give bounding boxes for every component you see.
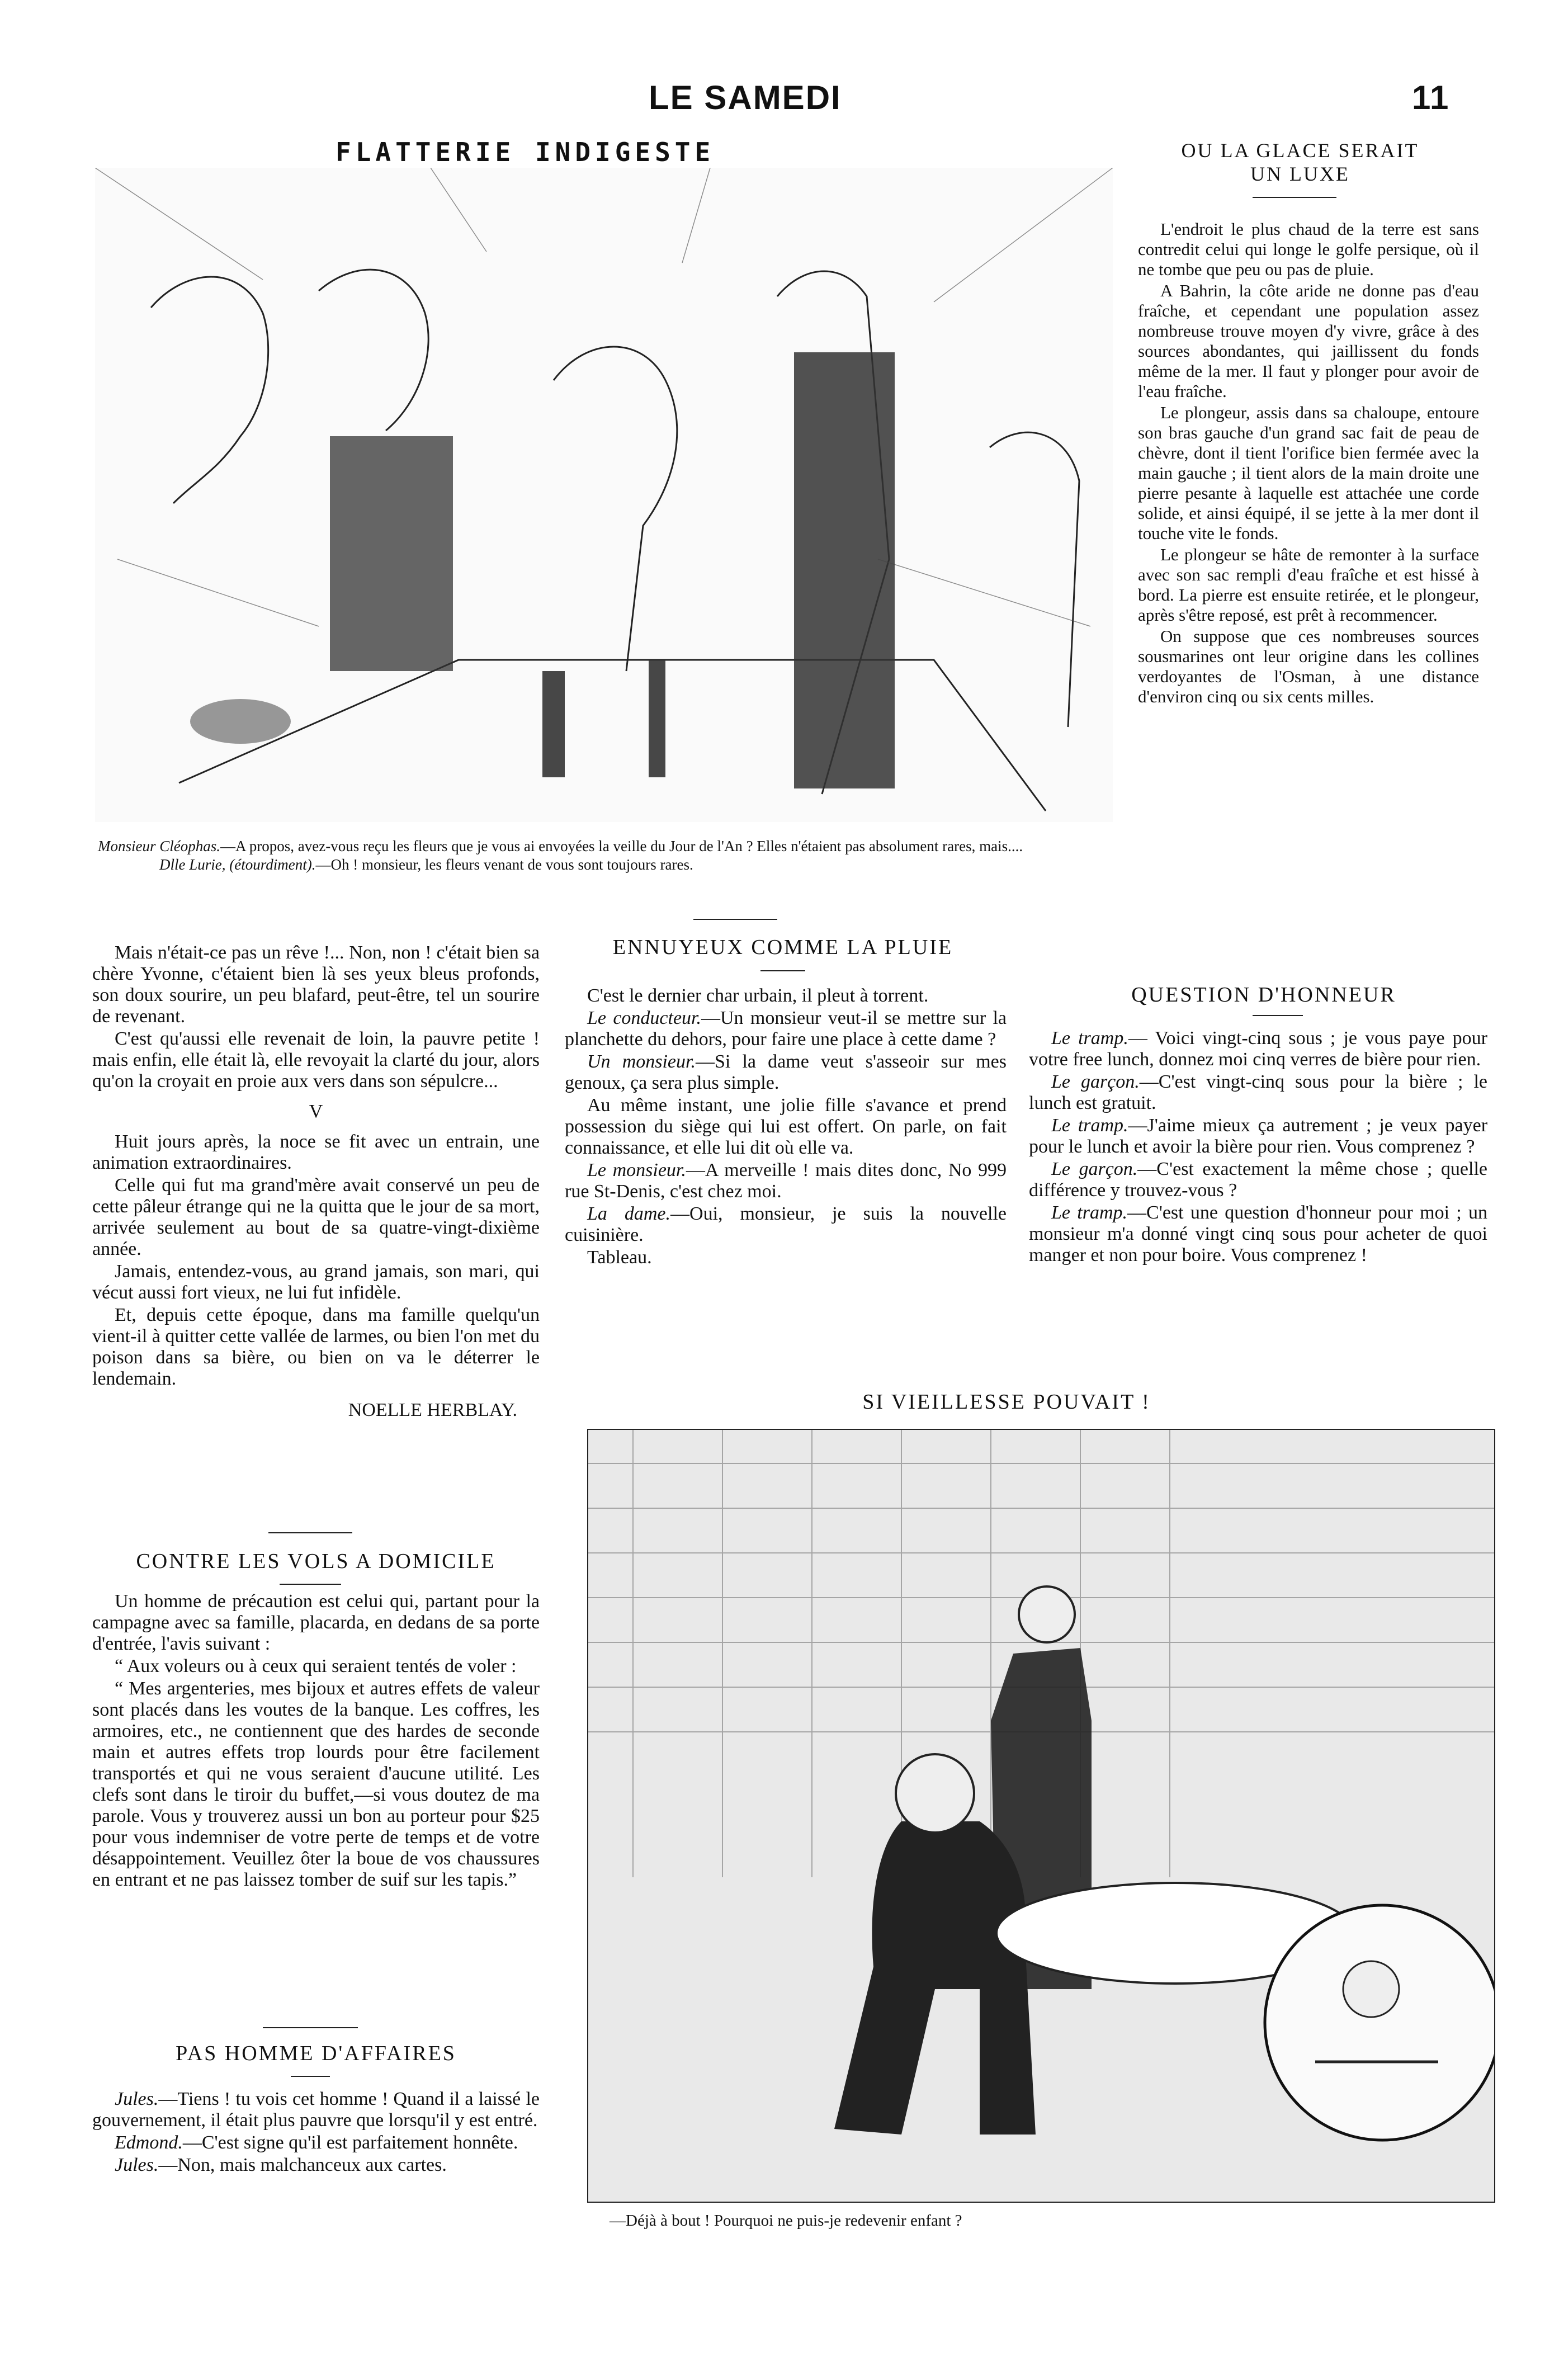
story-column (92, 942, 540, 1422)
honneur-speaker: Le garçon. (1051, 1159, 1138, 1179)
ennuyeux-speaker: Le monsieur. (587, 1160, 686, 1180)
honneur-text: —C'est une question d'honneur pour moi ; un monsieur m'a donné vingt cinq sous pour acheter de quoi manger et non pour boire. Vous comprenez ! (1029, 1202, 1488, 1265)
story-signature: NOELLE HERBLAY. (348, 1400, 517, 1420)
ennuyeux-title: ENNUYEUX COMME LA PLUIE (612, 936, 953, 959)
vols-paragraph: “ Mes argenteries, mes bijoux et autres effets de valeur sont placés dans les voutes de la banque. Les coffres, les armoires, etc., ne contiennent que des hardes de seconde main et autres effets trop lourds pour être facilement transportés et qui ne vous seraient d'aucune utilité. Les clefs sont dans le tiroir du buffet,—si vous doutez de ma parole. Vous y trouverez aussi un bon au porteur pour $25 pour vous indemniser de votre perte de temps et de votre désappointement. Veuillez ôter la boue de vos chaussures en entrant et ne pas laissez tomber de suif sur les tapis.” (92, 1678, 540, 1890)
affaires-text: —Tiens ! tu vois cet homme ! Quand il a laissé le gouvernement, il était plus pauvre que lorsqu'il y est entré. (92, 2089, 540, 2131)
glace-paragraph: Le plongeur se hâte de remonter à la surface avec son sac rempli d'eau fraîche et est hissé à bord. La pierre est ensuite retirée, et le plongeur, après s'être reposé, est prêt à recommencer. (1138, 545, 1479, 625)
honneur-text: — Voici vingt-cinq sous ; je vous paye pour votre free lunch, donnez moi cinq verres de bière pour rien. (1029, 1028, 1487, 1070)
glace-title-line2: UN LUXE (1250, 163, 1350, 185)
ennuyeux-line (565, 1008, 1007, 1050)
affaires-speaker: Jules. (115, 2089, 159, 2109)
honneur-line (1029, 1159, 1487, 1201)
ennuyeux-line (565, 1160, 1007, 1202)
vols-paragraph: Un homme de précaution est celui qui, partant pour la campagne avec sa famille, placarda, en dedans de sa porte d'entrée, l'avis suivant : (92, 1591, 540, 1654)
honneur-speaker: Le tramp. (1051, 1202, 1128, 1223)
ennuyeux-text: Au même instant, une jolie fille s'avance et prend possession du siège qui lui est offert. On parle, on fait connaissance, et elle lui dit où elle va. (565, 1095, 1007, 1158)
flatterie-title: FLATTERIE INDIGESTE (336, 137, 715, 167)
ennuyeux-line (565, 1051, 1007, 1094)
honneur-line (1029, 1115, 1487, 1158)
ennuyeux-text: —A merveille ! mais dites donc, No 999 rue St-Denis, c'est chez moi. (565, 1160, 1007, 1202)
glace-title (1118, 139, 1482, 186)
ennuyeux-top-rule (693, 919, 777, 920)
affaires-line (92, 2155, 540, 2176)
story-paragraph: Huit jours après, la noce se fit avec un entrain, une animation extraordinaires. (92, 1131, 540, 1173)
honneur-text: —C'est exactement la même chose ; quelle différence y trouvez-vous ? (1029, 1159, 1487, 1201)
honneur-text: —J'aime mieux ça autrement ; je veux payer pour le lunch et avoir la bière pour rien. Vous comprenez ? (1029, 1115, 1488, 1157)
glace-paragraph: Le plongeur, assis dans sa chaloupe, entoure son bras gauche d'un grand sac fait de peau de chèvre, dont il tient l'orifice bien fermée avec la main gauche ; il tient alors de la main droite une pierre pesante à laquelle est attachée une corde solide, et ainsi équipé, il se jette à la mer dont il touche vite le fonds. (1138, 403, 1479, 543)
honneur-body (1029, 1028, 1487, 1267)
affaires-line (92, 2089, 540, 2131)
honneur-speaker: Le garçon. (1051, 1071, 1140, 1092)
affaires-body (92, 2089, 540, 2177)
vieillesse-caption: —Déjà à bout ! Pourquoi ne puis-je redevenir enfant ? (610, 2212, 962, 2230)
vols-body (92, 1591, 540, 1892)
ennuyeux-text: C'est le dernier char urbain, il pleut à torrent. (587, 985, 929, 1006)
vieillesse-title: SI VIEILLESSE POUVAIT ! (862, 1390, 1151, 1414)
ennuyeux-line (565, 1203, 1007, 1246)
glace-divider (1253, 197, 1336, 198)
ennuyeux-line (565, 1247, 1007, 1268)
glace-body (1138, 219, 1479, 708)
honneur-text: —C'est vingt-cinq sous pour la bière ; le lunch est gratuit. (1029, 1071, 1487, 1113)
honneur-speaker: Le tramp. (1051, 1115, 1128, 1136)
ennuyeux-text: —Oui, monsieur, je suis la nouvelle cuisinière. (565, 1203, 1007, 1245)
ennuyeux-divider (760, 970, 805, 971)
affaires-line (92, 2132, 540, 2154)
story-paragraph: Mais n'était-ce pas un rêve !... Non, non ! c'était bien sa chère Yvonne, c'étaient bien là ses yeux bleus profonds, son doux sourire, un peu blafard, peut-être, tel un sourire de revenant. (92, 942, 540, 1027)
glace-paragraph: L'endroit le plus chaud de la terre est sans contredit celui qui longe le golfe persique, où il ne tombe que peu ou pas de pluie. (1138, 219, 1479, 279)
caption-speaker-1: Monsieur Cléophas. (98, 838, 220, 854)
vieillesse-illustration (587, 1429, 1495, 2203)
honneur-line (1029, 1028, 1487, 1070)
affaires-speaker: Jules. (115, 2155, 159, 2175)
story-paragraph: C'est qu'aussi elle revenait de loin, la pauvre petite ! mais enfin, elle était là, elle revoyait la clarté du jour, alors qu'on la croyait en proie aux vers dans son sépulcre... (92, 1028, 540, 1092)
caption-speaker-2: Dlle Lurie, (étourdiment). (159, 856, 316, 873)
story-paragraph: Et, depuis cette époque, dans ma famille quelqu'un vient-il à quitter cette vallée de larmes, ou bien l'on met du poison dans sa bière, ou bien on va le déterrer le lendemain. (92, 1305, 540, 1389)
vols-top-rule (268, 1532, 352, 1533)
ennuyeux-speaker: Le conducteur. (587, 1008, 701, 1028)
glace-paragraph: On suppose que ces nombreuses sources sousmarines ont leur origine dans les collines verdoyantes de l'Osman, à une distance d'environ cinq ou six cents milles. (1138, 626, 1479, 706)
glace-paragraph: A Bahrin, la côte aride ne donne pas d'eau fraîche, et cependant une population assez nombreuse trouve moyen d'y vivre, grâce à des sources abondantes, qui jaillissent du fonds même de la mer. Il faut y plonger pour avoir de l'eau fraîche. (1138, 281, 1479, 401)
flatterie-caption (98, 837, 1110, 874)
ennuyeux-speaker: La dame. (587, 1203, 671, 1224)
story-paragraph: Celle qui fut ma grand'mère avait conservé un peu de cette pâleur étrange qui ne la quitta que le jour de sa mort, arrivée seulement au bout de sa quatre-vingt-dixième année. (92, 1175, 540, 1259)
vols-divider (280, 1584, 341, 1585)
honneur-line (1029, 1202, 1487, 1266)
ennuyeux-body (565, 985, 1007, 1269)
ennuyeux-line (565, 985, 1007, 1007)
caption-text-2: —Oh ! monsieur, les fleurs venant de vous sont toujours rares. (315, 856, 693, 873)
story-paragraph: Jamais, entendez-vous, au grand jamais, son mari, qui vécut aussi fort vieux, ne lui fut infidèle. (92, 1261, 540, 1303)
affaires-top-rule (263, 2027, 358, 2028)
affaires-text: —Non, mais malchanceux aux cartes. (158, 2155, 447, 2175)
ennuyeux-text: —Un monsieur veut-il se mettre sur la planchette du dehors, pour faire une place à cette dame ? (565, 1008, 1007, 1050)
caption-text-1: —A propos, avez-vous reçu les fleurs que je vous ai envoyées la veille du Jour de l'An ? Elles n'étaient pas absolument rares, mais.... (220, 838, 1023, 854)
ennuyeux-speaker: Un monsieur. (587, 1051, 696, 1072)
affaires-divider (291, 2076, 330, 2077)
vols-title: CONTRE LES VOLS A DOMICILE (136, 1550, 496, 1573)
ennuyeux-line (565, 1095, 1007, 1159)
affaires-speaker: Edmond. (115, 2132, 183, 2153)
flatterie-illustration (95, 168, 1113, 822)
ennuyeux-text: —Si la dame veut s'asseoir sur mes genoux, ça sera plus simple. (565, 1051, 1007, 1093)
ennuyeux-text: Tableau. (587, 1247, 652, 1268)
affaires-text: —C'est signe qu'il est parfaitement honnête. (182, 2132, 518, 2153)
honneur-divider (1253, 1015, 1303, 1016)
vols-paragraph: “ Aux voleurs ou à ceux qui seraient tentés de voler : (115, 1656, 517, 1677)
affaires-title: PAS HOMME D'AFFAIRES (176, 2042, 456, 2065)
glace-title-line1: OU LA GLACE SERAIT (1181, 139, 1419, 162)
page-number: 11 (1412, 79, 1450, 116)
story-section-number: V (309, 1101, 323, 1122)
journal-title: LE SAMEDI (649, 79, 842, 116)
honneur-speaker: Le tramp. (1051, 1028, 1128, 1049)
honneur-line (1029, 1071, 1487, 1114)
honneur-title: QUESTION D'HONNEUR (1131, 983, 1396, 1007)
